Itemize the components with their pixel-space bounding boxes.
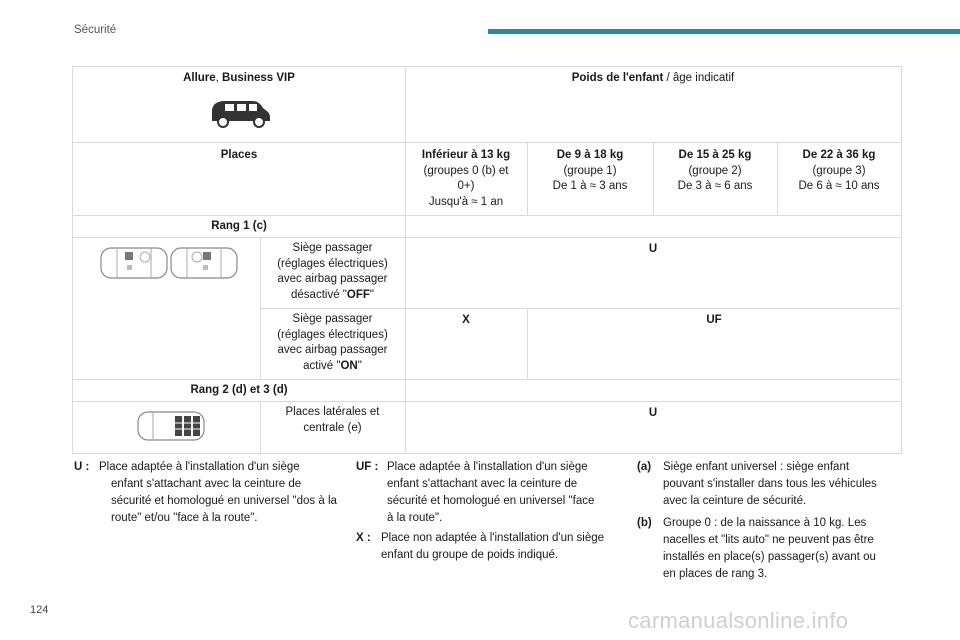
accent-bar	[488, 29, 960, 34]
child-seat-table	[72, 66, 902, 454]
value-airbag-off: U	[648, 243, 658, 255]
passenger-seat-airbag-on: Siège passager (réglages électriques) avec airbag passager activé "ON"	[277, 313, 388, 372]
column-header-group3: De 22 à 36 kg (groupe 3) De 6 à ≈ 10 ans	[798, 149, 880, 192]
section-title: Sécurité	[74, 24, 117, 36]
column-header-group1: De 9 à 18 kg (groupe 1) De 1 à ≈ 3 ans	[552, 149, 628, 192]
value-airbag-on-group0: X	[462, 314, 470, 326]
vehicle-name: Allure, Business VIP	[183, 72, 295, 84]
front-seats-diagram-icon	[99, 245, 241, 281]
row-label-rang23: Rang 2 (d) et 3 (d)	[190, 384, 288, 396]
page-number: 124	[30, 604, 49, 616]
row-label-rang1: Rang 1 (c)	[211, 220, 267, 232]
value-rear-seats: U	[648, 407, 658, 419]
column-header-group2: De 15 à 25 kg (groupe 2) De 3 à ≈ 6 ans	[677, 149, 753, 192]
van-icon	[209, 98, 271, 128]
passenger-seat-airbag-off: Siège passager (réglages électriques) avec airbag passager désactivé "OFF"	[277, 242, 388, 301]
column-header-group0: Inférieur à 13 kg (groupes 0 (b) et 0+) Jusqu'à ≈ 1 an	[421, 149, 511, 208]
places-label: Places	[220, 149, 258, 161]
rear-seats-description: Places latérales et centrale (e)	[285, 406, 380, 434]
value-airbag-on-others: UF	[706, 314, 722, 326]
weight-header: Poids de l'enfant / âge indicatif	[571, 72, 735, 84]
rear-seats-diagram-icon	[137, 410, 205, 442]
watermark: carmanualsonline.info	[628, 608, 849, 633]
